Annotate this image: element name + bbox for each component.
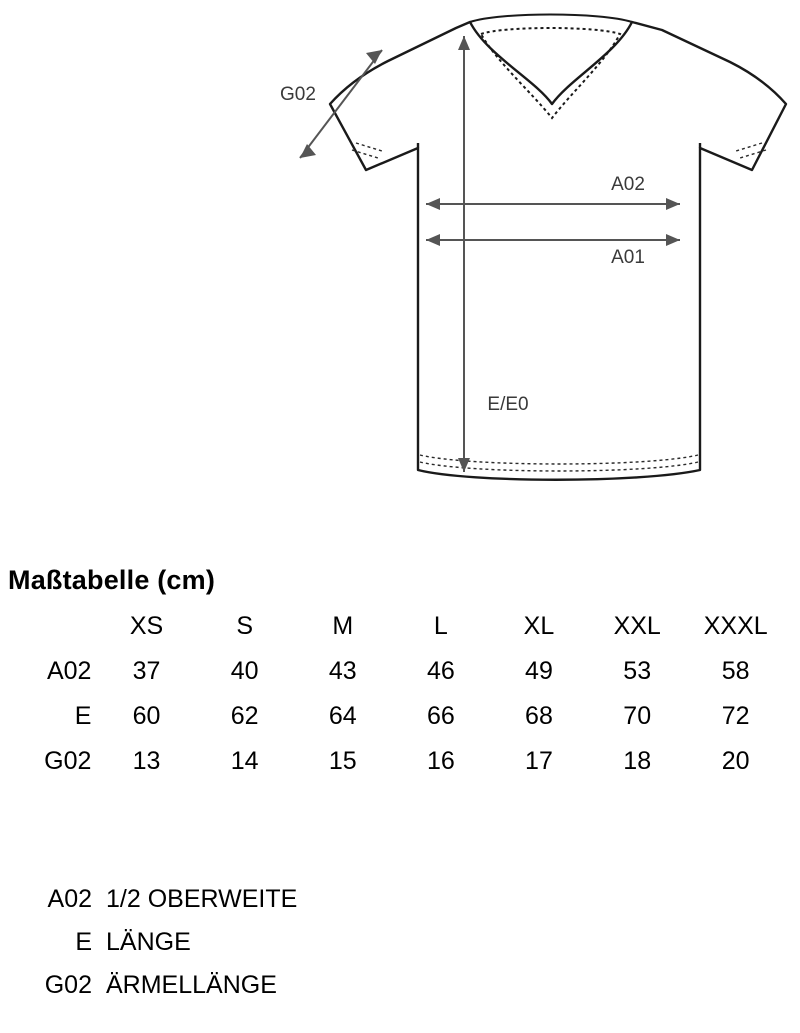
cell-e-m: 64: [328, 702, 357, 730]
cell-g02-m: 15: [328, 747, 357, 775]
cell-a02-l: 46: [426, 657, 455, 685]
column-header-s: S: [236, 612, 253, 640]
legend-item-g02: [0, 971, 800, 1000]
cell-e-l: 66: [426, 702, 455, 730]
cell-a02-xxxl: 58: [721, 657, 750, 685]
table-row: [0, 694, 785, 739]
row-header-a02: A02: [46, 657, 92, 685]
stitch-lines: [352, 143, 766, 471]
size-chart-title: Maßtabelle (cm): [8, 565, 216, 595]
cell-g02-xxl: 18: [623, 747, 652, 775]
legend-code-g02: G02: [44, 971, 92, 999]
cell-g02-xl: 17: [525, 747, 553, 775]
row-header-g02: G02: [44, 747, 92, 775]
cell-a02-xl: 49: [525, 657, 553, 685]
cell-g02-l: 16: [426, 747, 455, 775]
cell-e-xs: 60: [132, 702, 161, 730]
legend-item-e: [0, 928, 800, 957]
cell-g02-xs: 13: [132, 747, 161, 775]
cell-e-xxxl: 72: [721, 702, 750, 730]
legend-code-e: E: [75, 928, 92, 956]
row-header-e: E: [74, 702, 92, 730]
legend-text-a02: 1/2 OBERWEITE: [106, 885, 298, 913]
cell-e-xl: 68: [525, 702, 553, 730]
legend-code-a02: A02: [47, 885, 92, 913]
table-row: [0, 649, 785, 694]
tshirt-outline: [330, 22, 786, 480]
legend-text-g02: ÄRMELLÄNGE: [106, 971, 277, 999]
cell-g02-xxxl: 20: [721, 747, 750, 775]
legend-item-a02: [0, 885, 800, 914]
column-header-xl: XL: [523, 612, 555, 640]
column-header-xxxl: XXXL: [703, 612, 768, 640]
column-header-xs: XS: [129, 612, 164, 640]
cell-a02-xxl: 53: [623, 657, 652, 685]
cell-a02-m: 43: [328, 657, 357, 685]
label-sleeve: G02: [280, 84, 316, 105]
cell-e-xxl: 70: [623, 702, 652, 730]
label-chest-upper: A02: [611, 174, 645, 195]
column-header-xxl: XXL: [613, 612, 661, 640]
label-chest-lower: A01: [611, 247, 645, 268]
table-corner-cell: [0, 604, 97, 649]
column-header-l: L: [433, 612, 448, 640]
table-header-row: [0, 604, 785, 649]
cell-a02-s: 40: [230, 657, 259, 685]
label-length: E/E0: [487, 394, 529, 415]
column-header-m: M: [332, 612, 354, 640]
cell-e-s: 62: [230, 702, 259, 730]
size-chart: [0, 565, 800, 784]
legend-text-e: LÄNGE: [106, 928, 191, 956]
size-table: [0, 604, 785, 784]
table-row: [0, 739, 785, 784]
cell-g02-s: 14: [230, 747, 259, 775]
measurement-legend: [0, 885, 800, 1014]
length-dimension-arrow: [458, 36, 470, 472]
cell-a02-xs: 37: [132, 657, 161, 685]
